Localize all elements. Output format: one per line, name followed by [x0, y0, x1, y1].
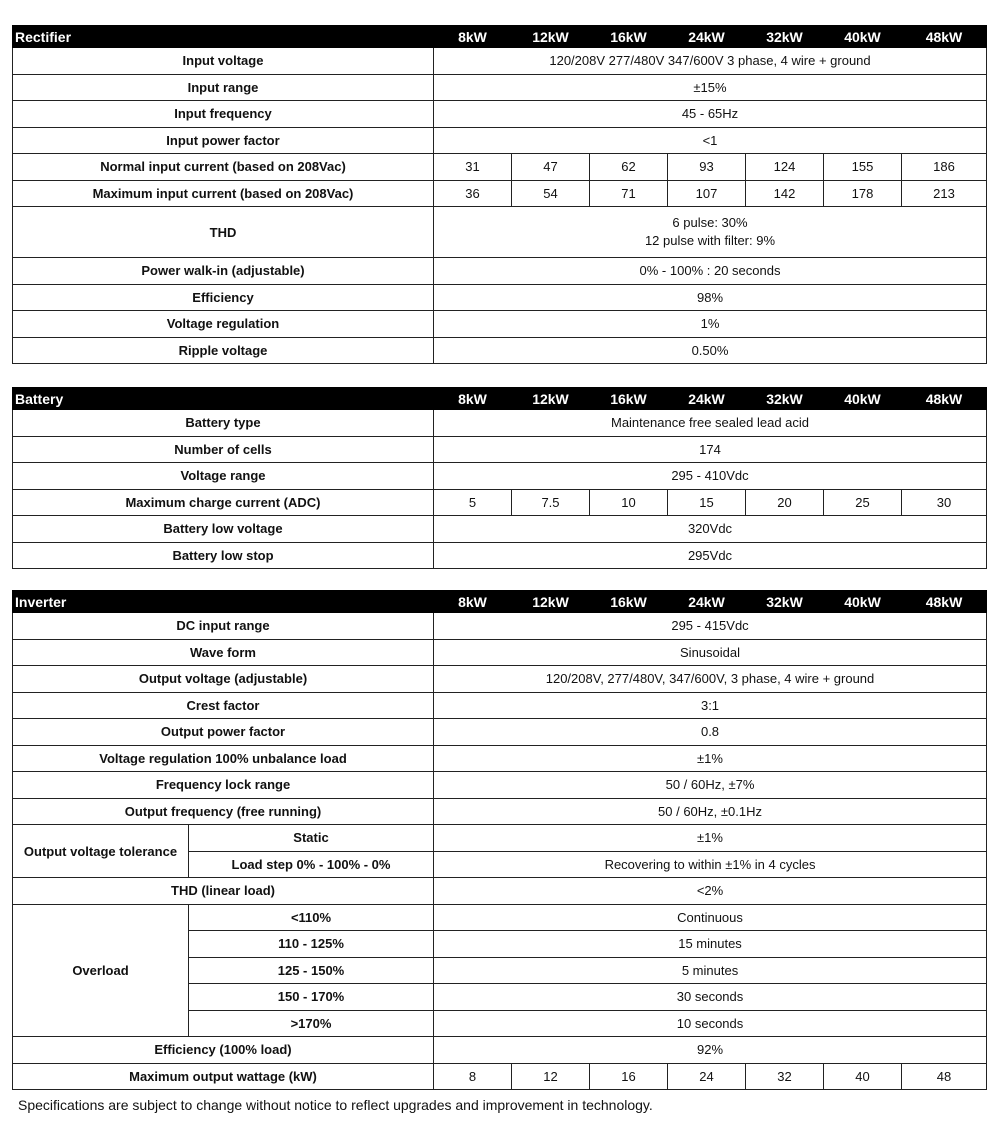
row-label: Power walk-in (adjustable) — [13, 258, 434, 285]
cell-value: 15 — [668, 489, 746, 516]
row-value: ±1% — [434, 745, 987, 772]
row-label: Input range — [13, 74, 434, 101]
row-value: ±15% — [434, 74, 987, 101]
row-label: THD — [13, 207, 434, 258]
battery-table — [12, 387, 987, 569]
cell-value: 62 — [590, 154, 668, 181]
table-row — [13, 180, 987, 207]
table-row — [13, 337, 987, 364]
cell-value: 31 — [434, 154, 512, 181]
table-row — [13, 436, 987, 463]
row-value: Sinusoidal — [434, 639, 987, 666]
table-row — [13, 904, 987, 931]
cell-value: 71 — [590, 180, 668, 207]
cell-value: 12 — [512, 1063, 590, 1090]
row-label: Battery low stop — [13, 542, 434, 569]
column-header: 16kW — [590, 591, 668, 613]
table-row — [13, 542, 987, 569]
row-label: Frequency lock range — [13, 772, 434, 799]
column-header: 32kW — [746, 26, 824, 48]
cell-value: 48 — [902, 1063, 987, 1090]
cell-value: 32 — [746, 1063, 824, 1090]
row-value: 50 / 60Hz, ±0.1Hz — [434, 798, 987, 825]
row-label: Input voltage — [13, 48, 434, 75]
table-row — [13, 489, 987, 516]
tolerance-sub-label: Load step 0% - 100% - 0% — [189, 851, 434, 878]
cell-value: 186 — [902, 154, 987, 181]
cell-value: 54 — [512, 180, 590, 207]
overload-range: <110% — [189, 904, 434, 931]
column-header: 24kW — [668, 591, 746, 613]
table-row — [13, 516, 987, 543]
row-label: Battery low voltage — [13, 516, 434, 543]
table-row — [13, 1037, 987, 1064]
tolerance-sub-label: Static — [189, 825, 434, 852]
tolerance-label: Output voltage tolerance — [13, 825, 189, 878]
table-row — [13, 207, 987, 258]
row-value: 0% - 100% : 20 seconds — [434, 258, 987, 285]
table-row — [13, 463, 987, 490]
table-row — [13, 825, 987, 852]
row-value: <2% — [434, 878, 987, 905]
column-header: 40kW — [824, 388, 902, 410]
row-label: Maximum charge current (ADC) — [13, 489, 434, 516]
column-header: 8kW — [434, 26, 512, 48]
column-header: 16kW — [590, 26, 668, 48]
inverter-title: Inverter — [13, 591, 434, 613]
cell-value: 16 — [590, 1063, 668, 1090]
column-header: 12kW — [512, 591, 590, 613]
overload-label: Overload — [13, 904, 189, 1037]
column-header: 16kW — [590, 388, 668, 410]
row-value: 120/208V 277/480V 347/600V 3 phase, 4 wire + ground — [434, 48, 987, 75]
row-label: Ripple voltage — [13, 337, 434, 364]
column-header: 32kW — [746, 591, 824, 613]
row-label: Voltage regulation 100% unbalance load — [13, 745, 434, 772]
table-row — [13, 772, 987, 799]
row-label: Normal input current (based on 208Vac) — [13, 154, 434, 181]
column-header: 8kW — [434, 591, 512, 613]
cell-value: 24 — [668, 1063, 746, 1090]
footer-note: Specifications are subject to change without notice to reflect upgrades and improvement in technology. — [18, 1097, 653, 1113]
row-value: 320Vdc — [434, 516, 987, 543]
row-label: Voltage range — [13, 463, 434, 490]
row-label: Wave form — [13, 639, 434, 666]
cell-value: 8 — [434, 1063, 512, 1090]
row-label: Output power factor — [13, 719, 434, 746]
column-header: 24kW — [668, 26, 746, 48]
row-value: 3:1 — [434, 692, 987, 719]
row-value: 295Vdc — [434, 542, 987, 569]
table-row — [13, 127, 987, 154]
inverter-table — [12, 590, 987, 1090]
table-row — [13, 798, 987, 825]
row-value: 30 seconds — [434, 984, 987, 1011]
column-header: 8kW — [434, 388, 512, 410]
row-value: 295 - 415Vdc — [434, 613, 987, 640]
table-row — [13, 48, 987, 75]
row-value: <1 — [434, 127, 987, 154]
row-label: Output voltage (adjustable) — [13, 666, 434, 693]
table-row — [13, 878, 987, 905]
rectifier-table — [12, 25, 987, 364]
cell-value: 107 — [668, 180, 746, 207]
cell-value: 93 — [668, 154, 746, 181]
row-value: 92% — [434, 1037, 987, 1064]
table-row — [13, 101, 987, 128]
rectifier-title: Rectifier — [13, 26, 434, 48]
column-header: 40kW — [824, 26, 902, 48]
cell-value: 10 — [590, 489, 668, 516]
row-label: Battery type — [13, 410, 434, 437]
row-value: Recovering to within ±1% in 4 cycles — [434, 851, 987, 878]
row-label: Output frequency (free running) — [13, 798, 434, 825]
table-row — [13, 666, 987, 693]
row-label: Efficiency (100% load) — [13, 1037, 434, 1064]
cell-value: 124 — [746, 154, 824, 181]
column-header: 48kW — [902, 388, 987, 410]
cell-value: 7.5 — [512, 489, 590, 516]
column-header: 48kW — [902, 591, 987, 613]
column-header: 32kW — [746, 388, 824, 410]
row-label: Voltage regulation — [13, 311, 434, 338]
row-value: 295 - 410Vdc — [434, 463, 987, 490]
table-row — [13, 692, 987, 719]
overload-range: >170% — [189, 1010, 434, 1037]
row-label: Input power factor — [13, 127, 434, 154]
cell-value: 47 — [512, 154, 590, 181]
column-header: 24kW — [668, 388, 746, 410]
row-label: DC input range — [13, 613, 434, 640]
table-row — [13, 1063, 987, 1090]
row-value: 0.8 — [434, 719, 987, 746]
cell-value: 36 — [434, 180, 512, 207]
table-row — [13, 74, 987, 101]
table-row — [13, 745, 987, 772]
battery-header-row — [13, 388, 987, 410]
rectifier-header-row — [13, 26, 987, 48]
table-row — [13, 410, 987, 437]
table-row — [13, 284, 987, 311]
cell-value: 25 — [824, 489, 902, 516]
row-value: Continuous — [434, 904, 987, 931]
row-value: 10 seconds — [434, 1010, 987, 1037]
column-header: 12kW — [512, 26, 590, 48]
column-header: 48kW — [902, 26, 987, 48]
overload-range: 110 - 125% — [189, 931, 434, 958]
row-value: 98% — [434, 284, 987, 311]
row-value: 45 - 65Hz — [434, 101, 987, 128]
table-row — [13, 154, 987, 181]
cell-value: 142 — [746, 180, 824, 207]
row-label: Number of cells — [13, 436, 434, 463]
column-header: 12kW — [512, 388, 590, 410]
table-row — [13, 639, 987, 666]
overload-range: 150 - 170% — [189, 984, 434, 1011]
row-value: 5 minutes — [434, 957, 987, 984]
overload-range: 125 - 150% — [189, 957, 434, 984]
table-row — [13, 311, 987, 338]
cell-value: 20 — [746, 489, 824, 516]
row-label: THD (linear load) — [13, 878, 434, 905]
row-label: Maximum input current (based on 208Vac) — [13, 180, 434, 207]
table-row — [13, 613, 987, 640]
cell-value: 213 — [902, 180, 987, 207]
row-value: 120/208V, 277/480V, 347/600V, 3 phase, 4 wire + ground — [434, 666, 987, 693]
row-value: 50 / 60Hz, ±7% — [434, 772, 987, 799]
cell-value: 40 — [824, 1063, 902, 1090]
table-row — [13, 719, 987, 746]
row-value: 1% — [434, 311, 987, 338]
cell-value: 155 — [824, 154, 902, 181]
row-label: Input frequency — [13, 101, 434, 128]
inverter-header-row — [13, 591, 987, 613]
row-value: Maintenance free sealed lead acid — [434, 410, 987, 437]
cell-value: 5 — [434, 489, 512, 516]
thd-line-1: 6 pulse: 30% — [672, 215, 748, 230]
row-label: Efficiency — [13, 284, 434, 311]
row-label: Maximum output wattage (kW) — [13, 1063, 434, 1090]
table-row — [13, 258, 987, 285]
row-value — [434, 207, 987, 258]
row-value: 15 minutes — [434, 931, 987, 958]
row-value: 174 — [434, 436, 987, 463]
row-value: 0.50% — [434, 337, 987, 364]
battery-title: Battery — [13, 388, 434, 410]
column-header: 40kW — [824, 591, 902, 613]
cell-value: 30 — [902, 489, 987, 516]
thd-line-2: 12 pulse with filter: 9% — [644, 233, 776, 248]
cell-value: 178 — [824, 180, 902, 207]
row-label: Crest factor — [13, 692, 434, 719]
row-value: ±1% — [434, 825, 987, 852]
